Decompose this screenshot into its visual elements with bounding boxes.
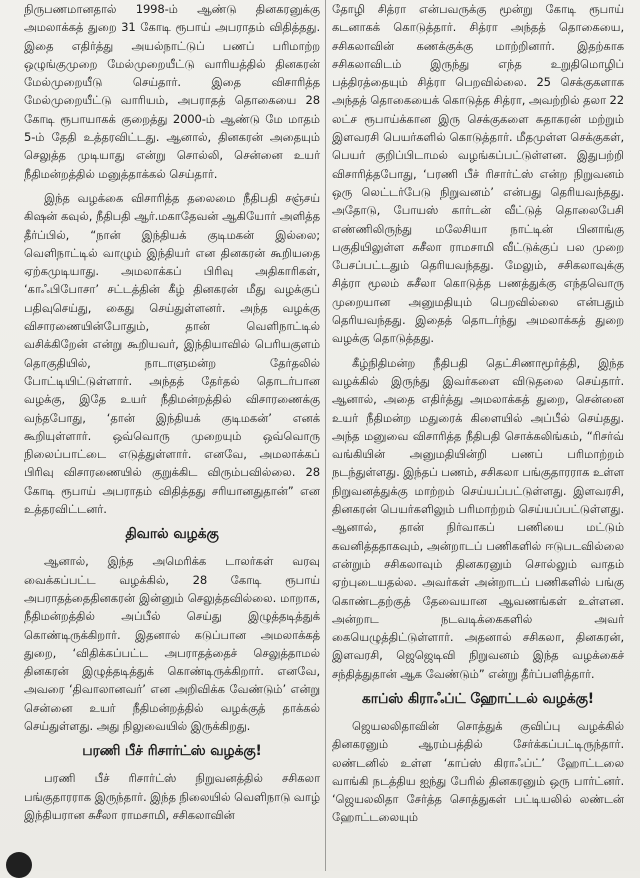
- section-heading: பரணி பீச் ரிசார்ட்ஸ் வழக்கு!: [82, 743, 262, 760]
- paragraph: பரணி பீச் ரிசார்ட்ஸ் நிறுவனத்தில் சசிகலா பங்குதாரராக இருந்தார். இந்த நிலையில் வெளிநாடு வாழ் இந்தியரான சுசீலா ராமசாமி, சசிகலாவின்: [24, 771, 320, 822]
- section-heading: காப்ஸ் கிராஃப்ட் ஹோட்டல் வழக்கு!: [361, 690, 595, 707]
- paragraph: நிருபணமானதால் 1998-ம் ஆண்டு தினகரனுக்கு அமலாக்கத் துறை 31 கோடி ரூபாய் அபராதம் விதித்தது. இதை எதிர்த்து அயல்நாட்டுப் பணப் பரிமாற்ற ஒழுங்குமுறை மேல்முறையீட்டு வாரியத்தில் தினகரன் மேல்முறையீடு செய்தார். இதை விசாரித்த மேல்முறையீட்டு வாரியம், அபராதத் தொகையை 28 கோடி ரூபாயாகக் குறைத்து 2000-ம் ஆண்டு மே மாதம் 5-ம் தேதி உத்தரவிட்டது. ஆனால், தினகரன் அதையும் செலுத்த முடியாது என்று சொல்லி, சென்னை உயர் நீதிமன்றத்தில் மனுத்தாக்கல் செய்தார்.: [24, 2, 320, 181]
- page-number-marker: [6, 852, 32, 878]
- paragraph: ஆனால், இந்த அமெரிக்க டாலர்கள் வரவு வைக்கப்பட்ட வழக்கில், 28 கோடி ரூபாய் அபராதத்தைதினகரன் இன்னும் செலுத்தவில்லை. மாறாக, நீதிமன்றத்தில் அப்பீல் செய்து இழுத்தடித்துக் கொண்டிருக்கிறார். இதனால் கடுப்பான அமலாக்கத் துறை, ‘விதிக்கப்பட்ட அபராதத்தைச் செலுத்தாமல் தினகரன் இழுத்தடித்துக் கொண்டிருக்கிறார். எனவே, அவரை ‘திவாலானவர்’ என அறிவிக்க வேண்டும்’ என்று சென்னை உயர் நீதிமன்றத்தில் வழக்குத் தாக்கல் செய்துள்ளது. அது நிலுவையில் இருக்கிறது.: [24, 554, 320, 733]
- paragraph: இந்த வழக்கை விசாரித்த தலைமை நீதிபதி சஞ்சய் கிஷன் கவுல், நீதிபதி ஆர்.மகாதேவன் ஆகியோர் அளித்த தீர்ப்பில், “நான் இந்தியக் குடிமகன் இல்லை; வெளிநாட்டில் வாழும் இந்தியர் என தினகரன் கூறியதை ஏற்கமுடியாது. அமலாக்கப் பிரிவு அதிகாரிகள், ‘காஃபிபோசா’ சட்டத்தின் கீழ் தினகரன் மீது வழக்குப் பதிவுசெய்து, கைது செய்துள்ளனர். அந்த வழக்கு விசாரணையின்போதும், தான் வெளிநாட்டில் வசிக்கிறேன் என்று கூறியவர், இந்தியாவில் பெரியகுளம் தொகுதியில், நாடாளுமன்ற தேர்தலில் போட்டியிட்டுள்ளார். அந்தத் தேர்தல் தொடர்பான வழக்கு, இதே உயர் நீதிமன்றத்தில் விசாரணைக்கு வந்தபோது, ‘தான் இந்தியக் குடிமகன்’ எனக் கூறியுள்ளார். ஒவ்வொரு முறையும் ஒவ்வொரு நிலைப்பாட்டை எடுத்துள்ளார். எனவே, அமலாக்கப் பிரிவு விசாரணையில் குறுக்கிட விரும்பவில்லை. 28 கோடி ரூபாய் அபராதம் விதித்தது சரியானதுதான்” என உத்தரவிட்டனர்.: [24, 190, 320, 517]
- section-heading: திவால் வழக்கு: [125, 526, 219, 543]
- paragraph: கீழ்நிதிமன்ற நீதிபதி தெட்சிணாமூர்த்தி, இந்த வழக்கில் இருந்து இவர்களை விடுதலை செய்தார். ஆனால், அதை எதிர்த்து அமலாக்கத் துறை, சென்னை உயர் நீதிமன்ற மதுரைக் கிளையில் அப்பீல் செய்தது. அந்த மனுவை விசாரித்த நீதிபதி சொக்கலிங்கம், “ரிசர்வ் வங்கியின் அனுமதியின்றி பணப் பரிமாற்றம் நடந்துள்ளது. இந்தப் பணம், சசிகலா பங்குதாரராக உள்ள நிறுவனத்துக்கு மாற்றம் செய்யப்பட்டுள்ளது. இளவரசி, தினகரன் பெயர்களிலும் பரிமாற்றம் செய்யப்பட்டுள்ளது. ஆனால், தான் நிர்வாகப் பணியை மட்டும் கவனித்ததாகவும், அன்றாடப் பணிகளில் ஈடுபடவில்லை என்றும் சசிகலாவும் தினகரனும் சொல்லும் வாதம் ஏற்புடையதல்ல. அவர்கள் அன்றாடப் பணிகளில் பங்கு கொண்டதற்குத் தேவையான ஆவணங்கள் உள்ளன. அன்றாட நடவடிக்கைகளில் அவர் கையெழுத்திட்டுள்ளார். அதனால் சசிகலா, தினகரன், இளவரசி, ஜெஜெடிவி நிறுவனம் இந்த வழக்கைச் சந்தித்துதான் ஆக வேண்டும்” என்று தீர்ப்பளித்தார்.: [332, 355, 624, 681]
- left-column: [24, 0, 320, 830]
- column-divider: [325, 0, 326, 871]
- paragraph: தோழி சித்ரா என்பவருக்கு மூன்று கோடி ரூபாய் கடனாகக் கொடுத்தார். சித்ரா அந்தத் தொகையை, சசிகலாவின் கணக்குக்கு மாற்றினார். இதற்காக சசிகலாவிடம் இருந்து எந்த உறுதிமொழிப் பத்திரத்தையும் சித்ரா பெறவில்லை. 25 செக்குகளாக அந்தத் தொகையைக் கொடுத்த சித்ரா, அவற்றில் தலா 22 லட்ச ரூபாய்க்கான இரு செக்குகளை சுதாகரன் மற்றும் இளவரசி பெயர்களில் கொடுத்தார். மீதமுள்ள செக்குகள், பெயர் குறிப்பிடாமல் வழங்கப்பட்டுள்ளன. இதுபற்றி விசாரித்தபோது, ‘பரணி பீச் ரிசார்ட்ஸ் என்ற நிறுவனம் ஒரு லெட்டர்பேடு நிறுவனம்’ என்பது தெரியவந்தது. அதோடு, போயஸ் கார்டன் வீட்டுத் தொலைபேசி எண்ணிலிருந்து மலேசியா நாட்டின் பினாங்கு பகுதியிலுள்ள சுசீலா ராமசாமி வீட்டுக்குப் பல முறை பேசப்பட்டதும் தெரியவந்தது. மேலும், சசிகலாவுக்கு சித்ரா மூலம் சுசீலா கொடுத்த பணத்துக்கு எந்தவொரு முறையான அனுமதியும் பெறவில்லை என்பதும் தெரியவந்தது. இதைத் தொடர்ந்து அமலாக்கத் துறை வழக்கு தொடுத்தது.: [332, 2, 625, 346]
- right-column: [332, 0, 624, 833]
- paragraph: ஜெயலலிதாவின் சொத்துக் குவிப்பு வழக்கில் தினகரனும் ஆரம்பத்தில் சேர்க்கப்பட்டிருந்தார். லண்டனில் உள்ள ‘காப்ஸ் கிராஃப்ட்’ ஹோட்டலை வாங்கி நடத்திய ஐந்து பேரில் தினகரனும் ஒரு பார்ட்னர். ‘ஜெயலலிதா சேர்த்த சொத்துகள் பட்டியலில் லண்டன் ஹோட்டலையும்: [332, 718, 624, 825]
